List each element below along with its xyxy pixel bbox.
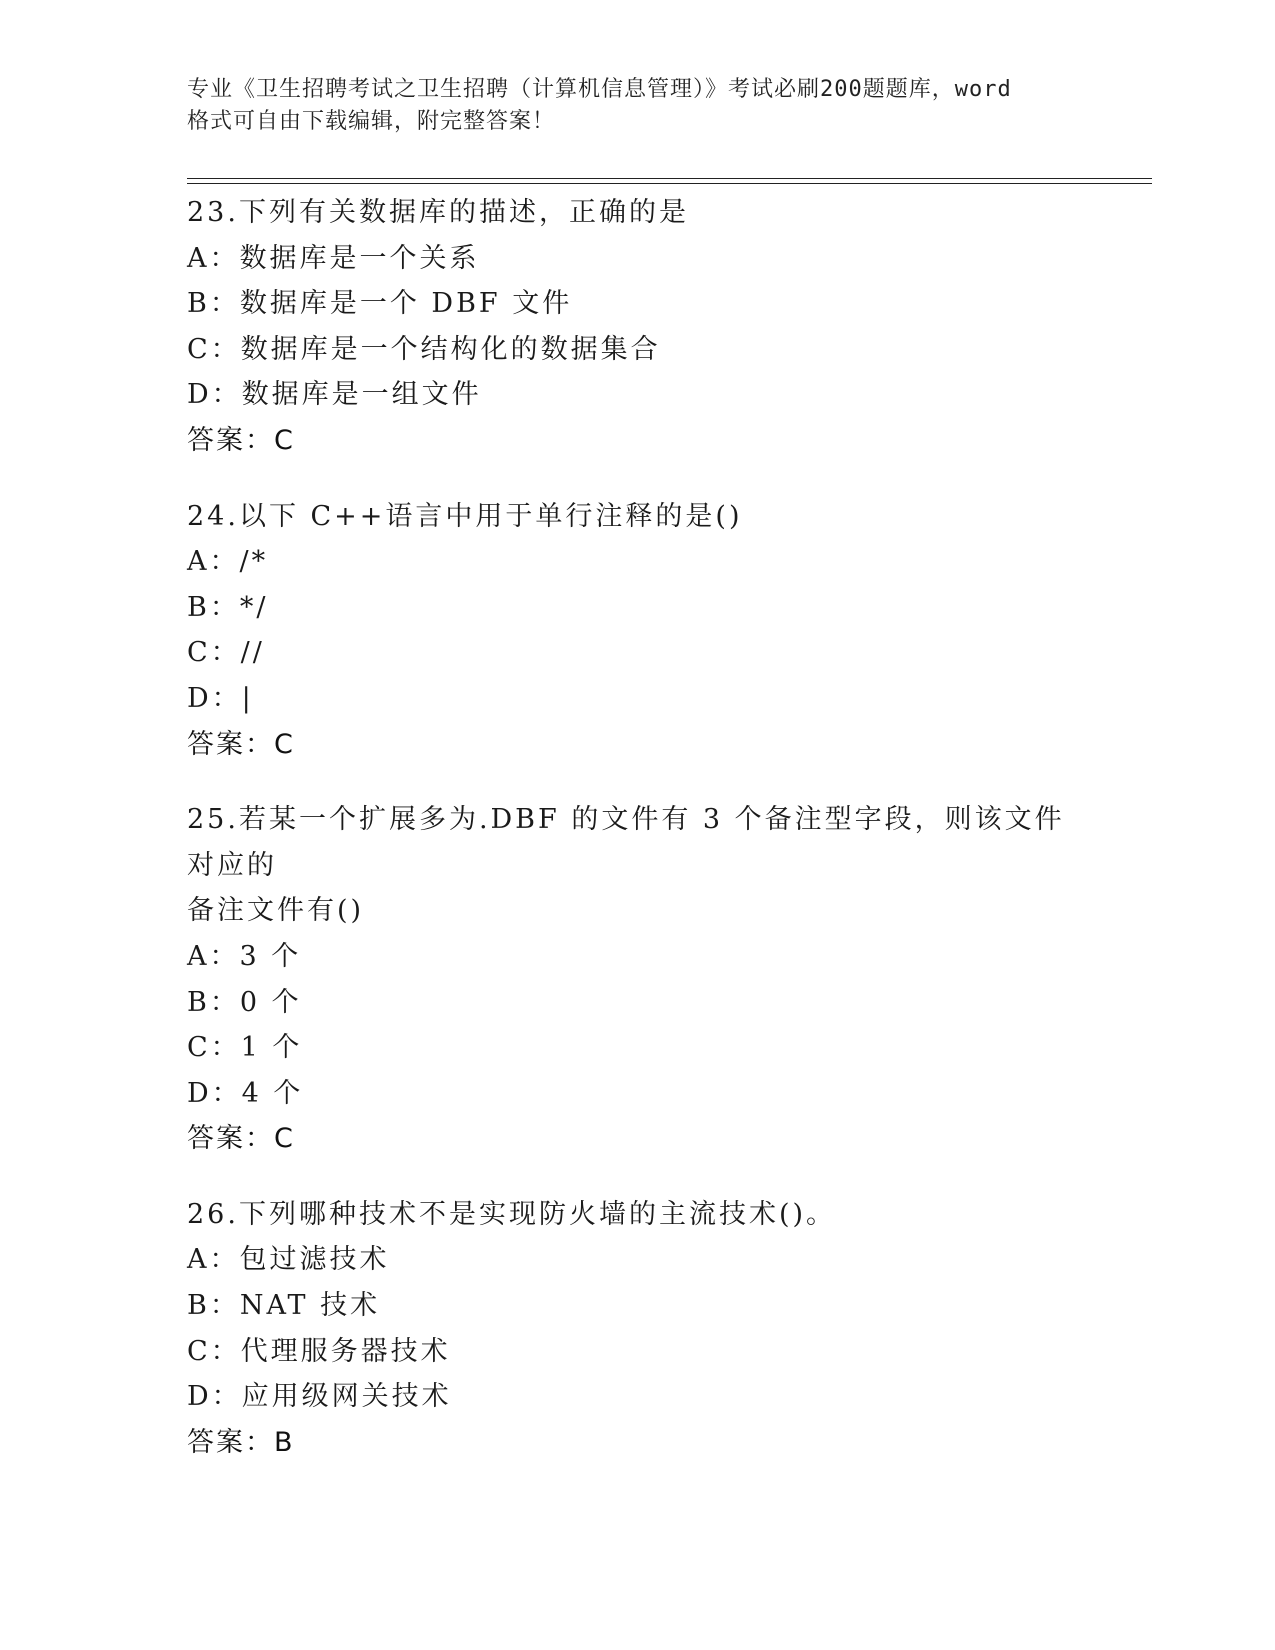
question-list bbox=[187, 190, 1152, 1495]
answer-line: 答案：C bbox=[187, 1123, 295, 1155]
option-b: B：NAT 技术 bbox=[187, 1290, 381, 1322]
option-d: D：应用级网关技术 bbox=[187, 1381, 452, 1413]
option-a: A：包过滤技术 bbox=[187, 1244, 390, 1276]
header-divider-bottom bbox=[187, 183, 1152, 184]
question-24 bbox=[187, 494, 1152, 768]
question-23 bbox=[187, 190, 1152, 464]
question-stem: 24.以下 C++语言中用于单行注释的是() bbox=[187, 500, 743, 532]
document-header bbox=[187, 74, 1087, 138]
header-line-1: 专业《卫生招聘考试之卫生招聘（计算机信息管理）》考试必刷200题题库，word bbox=[187, 77, 1012, 102]
option-d: D：4 个 bbox=[187, 1077, 304, 1109]
header-line-2: 格式可自由下载编辑，附完整答案！ bbox=[187, 109, 556, 134]
question-26 bbox=[187, 1192, 1152, 1466]
question-25 bbox=[187, 797, 1152, 1162]
option-c: C：// bbox=[187, 637, 265, 669]
option-d: D：数据库是一组文件 bbox=[187, 379, 482, 411]
answer-line: 答案：C bbox=[187, 728, 295, 760]
option-c: C：数据库是一个结构化的数据集合 bbox=[187, 333, 661, 365]
option-c: C：代理服务器技术 bbox=[187, 1335, 451, 1367]
header-divider-top bbox=[187, 178, 1152, 179]
option-c: C：1 个 bbox=[187, 1032, 303, 1064]
option-b: B：数据库是一个 DBF 文件 bbox=[187, 288, 573, 320]
option-a: A：/* bbox=[187, 546, 269, 578]
question-stem: 23.下列有关数据库的描述，正确的是 bbox=[187, 197, 689, 228]
option-a: A：3 个 bbox=[187, 940, 302, 972]
option-b: B：*/ bbox=[187, 591, 269, 623]
option-b: B：0 个 bbox=[187, 986, 302, 1018]
question-stem: 26.下列哪种技术不是实现防火墙的主流技术()。 bbox=[187, 1198, 837, 1230]
question-stem-line-2: 备注文件有() bbox=[187, 895, 365, 927]
answer-line: 答案：B bbox=[187, 1426, 295, 1458]
option-a: A：数据库是一个关系 bbox=[187, 242, 480, 274]
question-stem-line-1: 25.若某一个扩展多为.DBF 的文件有 3 个备注型字段，则该文件对应的 bbox=[187, 804, 1065, 881]
answer-line: 答案：C bbox=[187, 424, 295, 456]
option-d: D：| bbox=[187, 682, 254, 714]
